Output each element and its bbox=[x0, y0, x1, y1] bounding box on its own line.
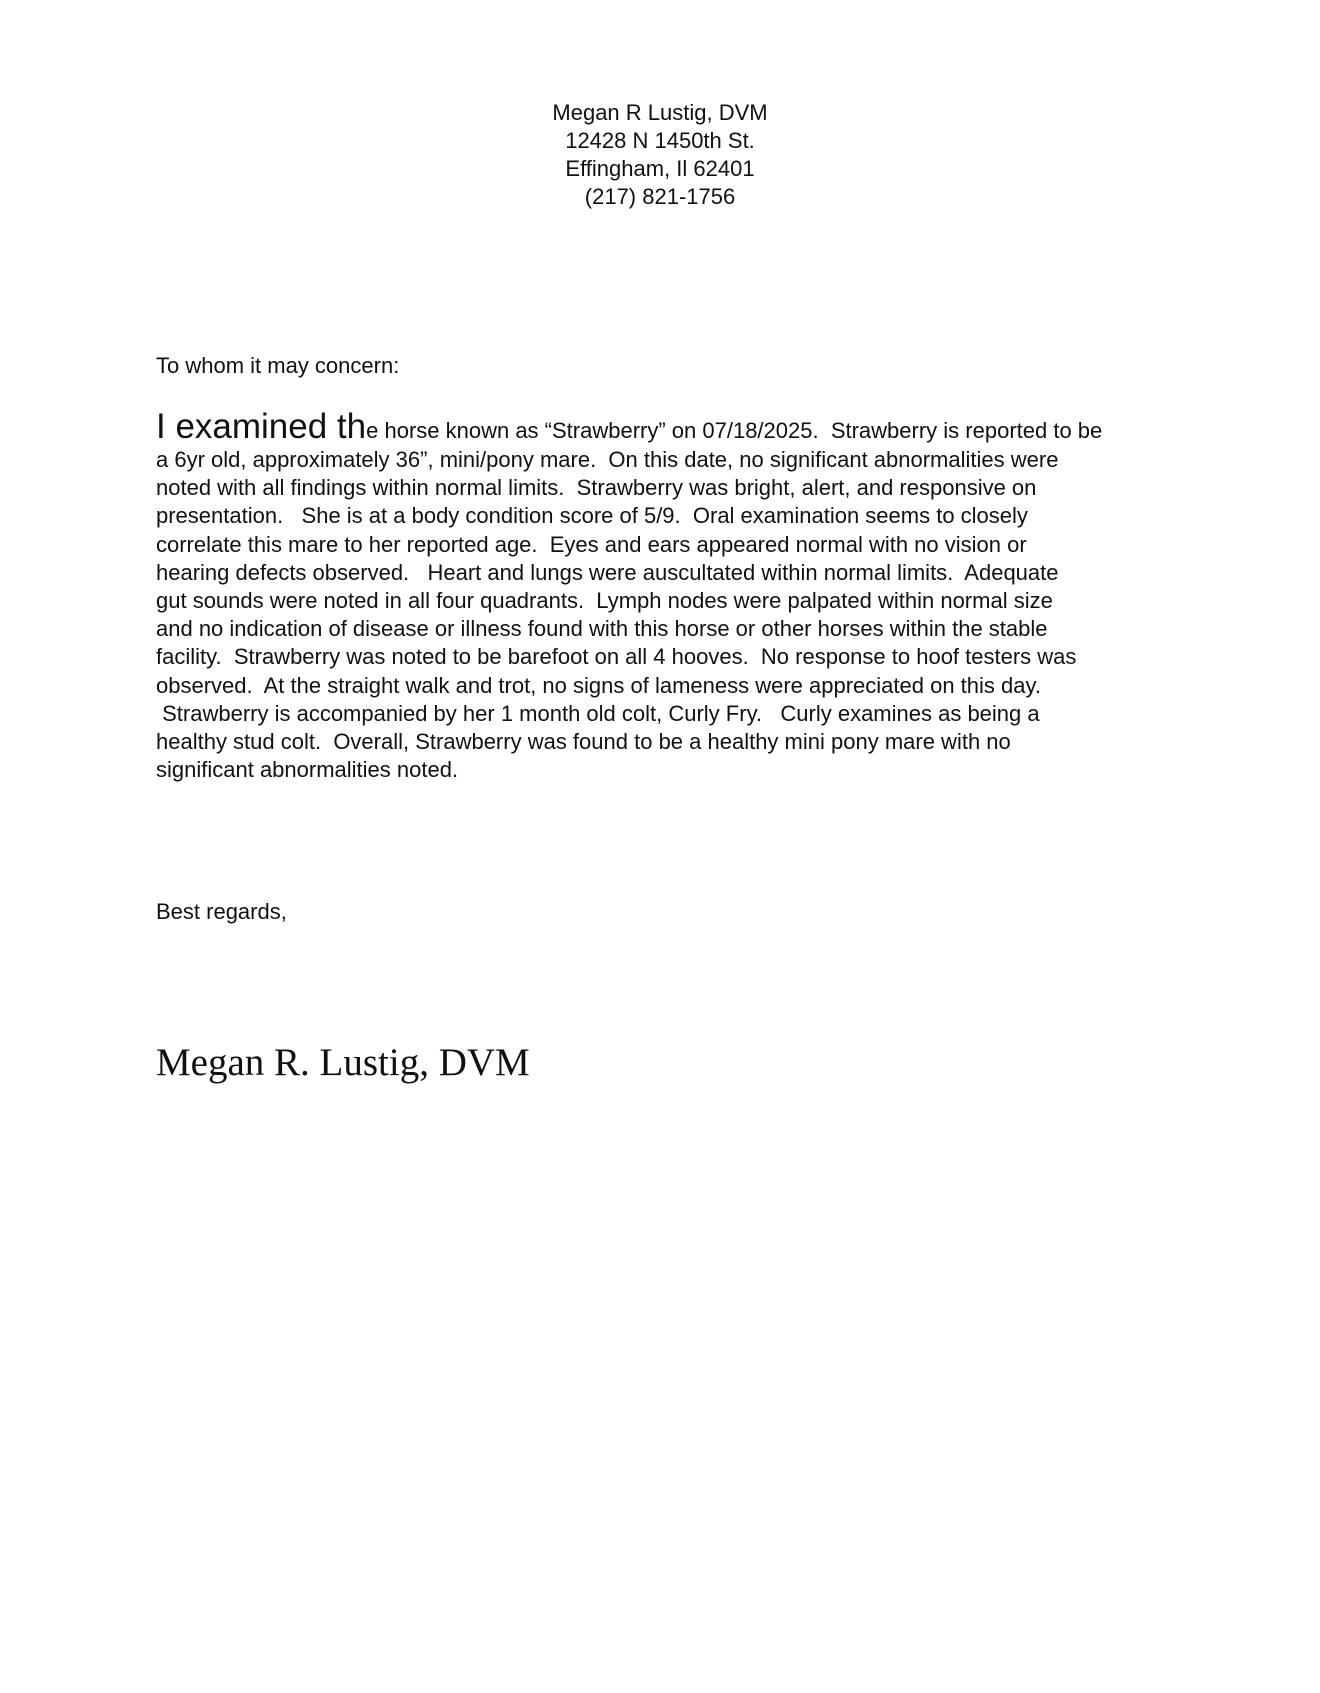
body-line: facility. Strawberry was noted to be barefoot on all 4 hooves. No response to hoof testers was bbox=[156, 644, 1077, 670]
body-line: observed. At the straight walk and trot, no signs of lameness were appreciated on this day. bbox=[156, 672, 1041, 698]
salutation: To whom it may concern: bbox=[156, 353, 400, 378]
letterhead-address-line2: Effingham, Il 62401 bbox=[565, 156, 755, 181]
body-line: Strawberry is accompanied by her 1 month old colt, Curly Fry. Curly examines as being a bbox=[156, 700, 1040, 726]
body-line: gut sounds were noted in all four quadrants. Lymph nodes were palpated within normal size bbox=[156, 587, 1053, 613]
closing: Best regards, bbox=[156, 899, 287, 924]
body-line: and no indication of disease or illness found with this horse or other horses within the stable bbox=[156, 616, 1048, 642]
body-line bbox=[156, 408, 1176, 446]
letterhead-address-line1: 12428 N 1450th St. bbox=[565, 128, 755, 153]
body-line: noted with all findings within normal limits. Strawberry was bright, alert, and responsive on bbox=[156, 475, 1037, 501]
body-line: healthy stud colt. Overall, Strawberry was found to be a healthy mini pony mare with no bbox=[156, 728, 1011, 754]
letterhead bbox=[0, 99, 1320, 211]
letterhead-phone: (217) 821-1756 bbox=[584, 184, 736, 209]
body-line: significant abnormalities noted. bbox=[156, 757, 459, 783]
letterhead-name: Megan R Lustig, DVM bbox=[552, 100, 768, 125]
letter-body bbox=[156, 408, 1176, 784]
body-line: a 6yr old, approximately 36”, mini/pony mare. On this date, no significant abnormalities were bbox=[156, 447, 1059, 472]
body-line-text: e horse known as “Strawberry” on 07/18/2025. Strawberry is reported to be bbox=[366, 418, 1103, 443]
body-line: hearing defects observed. Heart and lungs were auscultated within normal limits. Adequate bbox=[156, 559, 1059, 585]
signature: Megan R. Lustig, DVM bbox=[156, 1041, 530, 1084]
body-line: correlate this mare to her reported age. Eyes and ears appeared normal with no vision or bbox=[156, 531, 1027, 557]
body-lead-large-text: I examined th bbox=[156, 407, 367, 446]
body-line: presentation. She is at a body condition score of 5/9. Oral examination seems to closely bbox=[156, 503, 1028, 529]
